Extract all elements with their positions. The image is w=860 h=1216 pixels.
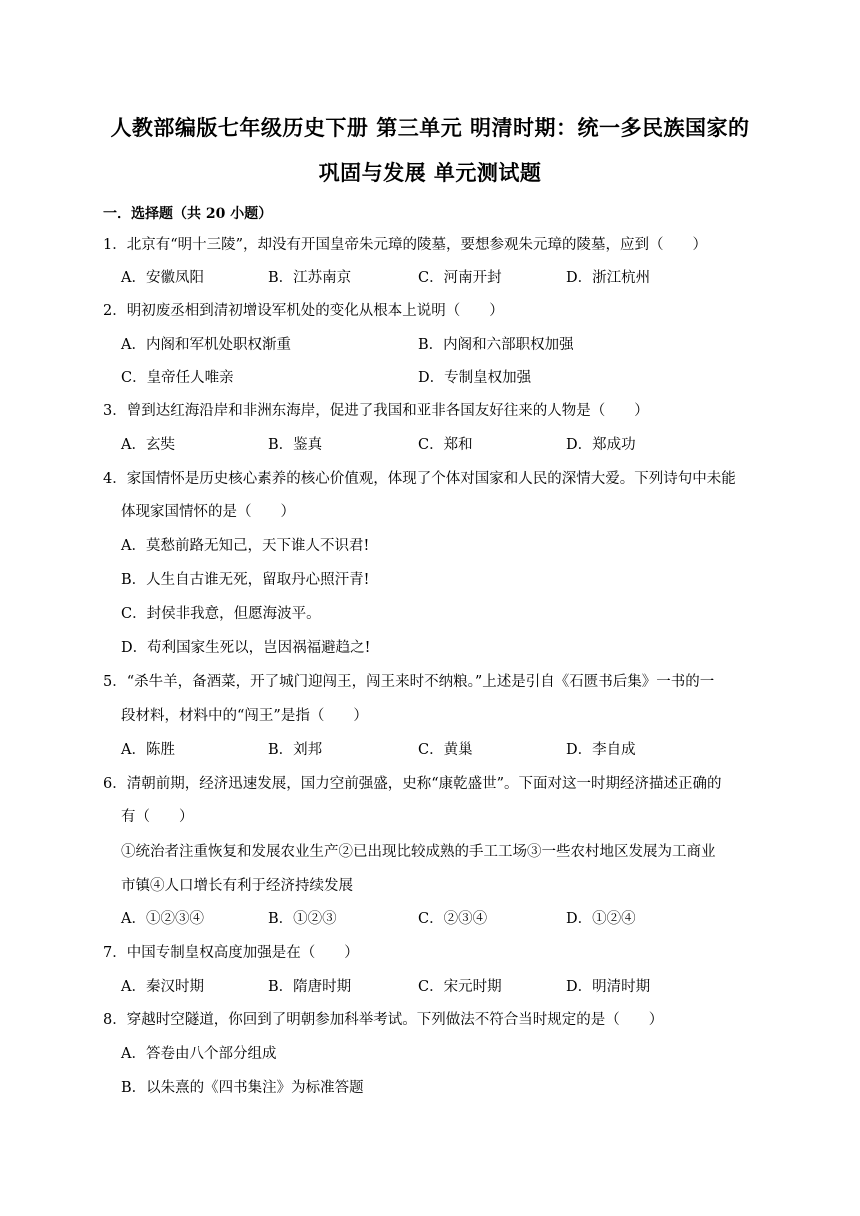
question-6-option-a: A．①②③④	[121, 911, 204, 927]
question-6-option-c: C．②③④	[418, 911, 488, 927]
question-5-option-b: B．刘邦	[268, 742, 323, 758]
question-5-option-a: A．陈胜	[121, 742, 175, 758]
question-1-stem: 1．北京有“明十三陵”，却没有开国皇帝朱元璋的陵墓，要想参观朱元璋的陵墓，应到（ ）	[103, 237, 708, 253]
question-7-option-d: D．明清时期	[566, 979, 651, 995]
question-3-option-a: A．玄奘	[121, 437, 175, 453]
question-6-stem-line3: ①统治者注重恢复和发展农业生产②已出现比较成熟的手工工场③一些农村地区发展为工商业	[121, 844, 716, 860]
question-4-stem-line2: 体现家国情怀的是（ ）	[121, 504, 295, 520]
question-8-option-a: A．答卷由八个部分组成	[121, 1046, 277, 1062]
question-8-stem: 8．穿越时空隧道，你回到了明朝参加科举考试。下列做法不符合当时规定的是（ ）	[103, 1012, 664, 1028]
question-3-option-b: B．鉴真	[268, 437, 323, 453]
question-6-stem-line1: 6．清朝前期，经济迅速发展，国力空前强盛，史称“康乾盛世”。下面对这一时期经济描述正确的	[103, 776, 722, 792]
question-7-option-c: C．宋元时期	[418, 979, 502, 995]
question-2-stem: 2．明初废丞相到清初增设军机处的变化从根本上说明（ ）	[103, 303, 504, 319]
section-heading: 一．选择题（共 20 小题）	[103, 206, 273, 222]
question-2-option-c: C．皇帝任人唯亲	[121, 370, 234, 386]
question-2-option-a: A．内阁和军机处职权渐重	[121, 337, 291, 353]
question-7-option-a: A．秦汉时期	[121, 979, 204, 995]
question-1-option-c: C．河南开封	[418, 270, 502, 286]
question-2-option-d: D．专制皇权加强	[418, 370, 532, 386]
question-4-option-d: D．苟利国家生死以，岂因祸福避趋之!	[121, 640, 371, 656]
question-5-stem-line2: 段材料，材料中的“闯王”是指（ ）	[121, 708, 368, 724]
question-4-option-c: C．封侯非我意，但愿海波平。	[121, 606, 321, 622]
question-7-option-b: B．隋唐时期	[268, 979, 352, 995]
question-2-option-b: B．内阁和六部职权加强	[418, 337, 574, 353]
document-title-line2: 巩固与发展 单元测试题	[318, 160, 542, 185]
question-3-stem: 3．曾到达红海沿岸和非洲东海岸，促进了我国和亚非各国友好往来的人物是（ ）	[103, 403, 649, 419]
question-1-option-a: A．安徽凤阳	[121, 270, 204, 286]
question-4-option-b: B．人生自古谁无死，留取丹心照汗青!	[121, 572, 370, 588]
question-8-option-b: B．以朱熹的《四书集注》为标准答题	[121, 1080, 364, 1096]
question-6-option-b: B．①②③	[268, 911, 337, 927]
document-title-line1: 人教部编版七年级历史下册 第三单元 明清时期：统一多民族国家的	[110, 115, 750, 140]
question-3-option-c: C．郑和	[418, 437, 473, 453]
question-4-stem-line1: 4．家国情怀是历史核心素养的核心价值观，体现了个体对国家和人民的深情大爱。下列诗句中未能	[103, 471, 736, 487]
question-3-option-d: D．郑成功	[566, 437, 636, 453]
question-6-option-d: D．①②④	[566, 911, 636, 927]
question-7-stem: 7．中国专制皇权高度加强是在（ ）	[103, 945, 359, 961]
question-5-option-c: C．黄巢	[418, 742, 473, 758]
question-4-option-a: A．莫愁前路无知己，天下谁人不识君!	[121, 538, 370, 554]
question-5-stem-line1: 5．“杀牛羊，备酒菜，开了城门迎闯王，闯王来时不纳粮。”上述是引自《石匮书后集》一书的一	[103, 674, 715, 690]
question-1-option-b: B．江苏南京	[268, 270, 352, 286]
question-5-option-d: D．李自成	[566, 742, 636, 758]
question-6-stem-line2: 有（ ）	[121, 809, 194, 825]
question-6-stem-line4: 市镇④人口增长有利于经济持续发展	[121, 878, 353, 894]
question-1-option-d: D．浙江杭州	[566, 270, 651, 286]
